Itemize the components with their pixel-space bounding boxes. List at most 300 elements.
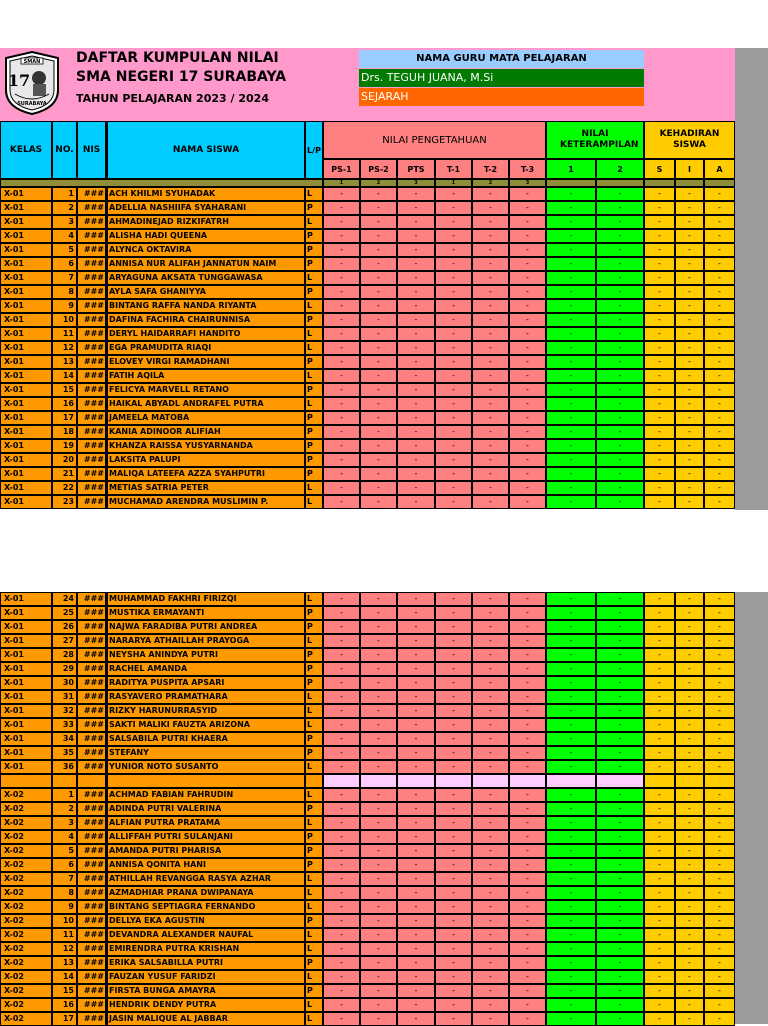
cell-nilai[interactable]: -: [472, 215, 509, 229]
cell-kehadiran[interactable]: -: [675, 467, 704, 481]
cell-kehadiran[interactable]: -: [704, 229, 735, 243]
cell-nilai[interactable]: -: [323, 634, 360, 648]
cell-keterampilan[interactable]: -: [546, 760, 596, 774]
cell-nis[interactable]: ###: [77, 620, 106, 634]
cell-keterampilan[interactable]: -: [546, 341, 596, 355]
cell-nilai[interactable]: -: [397, 872, 435, 886]
cell-keterampilan[interactable]: -: [596, 229, 644, 243]
cell-kehadiran[interactable]: -: [675, 634, 704, 648]
cell-kehadiran[interactable]: -: [644, 844, 675, 858]
cell-kehadiran[interactable]: -: [704, 928, 735, 942]
cell-keterampilan[interactable]: -: [596, 816, 644, 830]
cell-kehadiran[interactable]: -: [675, 830, 704, 844]
cell-nis[interactable]: ###: [77, 327, 106, 341]
cell-nilai[interactable]: -: [435, 858, 472, 872]
cell-nilai[interactable]: -: [509, 816, 546, 830]
cell-nilai[interactable]: -: [472, 662, 509, 676]
cell-nis[interactable]: ###: [77, 201, 106, 215]
cell-nama[interactable]: ACHMAD FABIAN FAHRUDIN: [106, 788, 305, 802]
cell-lp[interactable]: L: [305, 998, 323, 1012]
cell-nilai[interactable]: -: [360, 788, 397, 802]
cell-nilai[interactable]: -: [360, 467, 397, 481]
cell-nilai[interactable]: -: [435, 760, 472, 774]
cell-nilai[interactable]: -: [435, 467, 472, 481]
cell-nis[interactable]: ###: [77, 844, 106, 858]
cell-lp[interactable]: L: [305, 215, 323, 229]
cell-kehadiran[interactable]: -: [704, 243, 735, 257]
cell-kehadiran[interactable]: -: [704, 704, 735, 718]
cell-keterampilan[interactable]: -: [546, 746, 596, 760]
cell-nilai[interactable]: -: [360, 718, 397, 732]
cell-kehadiran[interactable]: -: [644, 369, 675, 383]
cell-nilai[interactable]: -: [397, 942, 435, 956]
cell-nilai[interactable]: -: [435, 257, 472, 271]
cell-keterampilan[interactable]: -: [546, 998, 596, 1012]
cell-nilai[interactable]: -: [435, 299, 472, 313]
cell-nilai[interactable]: -: [509, 425, 546, 439]
cell-nilai[interactable]: -: [435, 998, 472, 1012]
cell-kehadiran[interactable]: -: [644, 928, 675, 942]
cell-nilai[interactable]: -: [323, 620, 360, 634]
cell-kehadiran[interactable]: -: [644, 914, 675, 928]
cell-nilai[interactable]: -: [435, 313, 472, 327]
cell-nilai[interactable]: -: [435, 704, 472, 718]
cell-nilai[interactable]: -: [397, 369, 435, 383]
cell-no[interactable]: 30: [52, 676, 77, 690]
cell-lp[interactable]: L: [305, 299, 323, 313]
cell-nilai[interactable]: -: [509, 467, 546, 481]
cell-kehadiran[interactable]: -: [704, 746, 735, 760]
cell-kehadiran[interactable]: -: [675, 788, 704, 802]
cell-kehadiran[interactable]: -: [704, 453, 735, 467]
cell-no[interactable]: 5: [52, 243, 77, 257]
cell-nilai[interactable]: -: [509, 299, 546, 313]
cell-keterampilan[interactable]: -: [546, 886, 596, 900]
cell-keterampilan[interactable]: -: [546, 201, 596, 215]
cell-keterampilan[interactable]: -: [596, 956, 644, 970]
cell-kehadiran[interactable]: -: [675, 816, 704, 830]
cell-nilai[interactable]: -: [509, 928, 546, 942]
cell-nama[interactable]: DEVANDRA ALEXANDER NAUFAL: [106, 928, 305, 942]
cell-nis[interactable]: ###: [77, 439, 106, 453]
cell-kelas[interactable]: X-02: [0, 984, 52, 998]
cell-no[interactable]: 24: [52, 592, 77, 606]
cell-kehadiran[interactable]: -: [675, 984, 704, 998]
cell-nilai[interactable]: -: [472, 816, 509, 830]
cell-nilai[interactable]: -: [435, 970, 472, 984]
cell-nis[interactable]: ###: [77, 830, 106, 844]
cell-keterampilan[interactable]: -: [546, 257, 596, 271]
cell-kehadiran[interactable]: -: [704, 215, 735, 229]
cell-keterampilan[interactable]: -: [596, 327, 644, 341]
cell-kehadiran[interactable]: -: [704, 886, 735, 900]
cell-kehadiran[interactable]: -: [704, 313, 735, 327]
cell-keterampilan[interactable]: -: [546, 802, 596, 816]
cell-nilai[interactable]: -: [397, 271, 435, 285]
cell-kelas[interactable]: X-01: [0, 397, 52, 411]
cell-separator[interactable]: [397, 774, 435, 788]
cell-nis[interactable]: ###: [77, 369, 106, 383]
cell-nilai[interactable]: -: [472, 355, 509, 369]
cell-lp[interactable]: L: [305, 886, 323, 900]
cell-kehadiran[interactable]: -: [675, 299, 704, 313]
cell-kelas[interactable]: X-02: [0, 942, 52, 956]
cell-nilai[interactable]: -: [397, 411, 435, 425]
cell-nilai[interactable]: -: [472, 844, 509, 858]
cell-no[interactable]: 28: [52, 648, 77, 662]
cell-kelas[interactable]: X-01: [0, 201, 52, 215]
cell-kehadiran[interactable]: -: [675, 383, 704, 397]
cell-kehadiran[interactable]: -: [644, 634, 675, 648]
cell-lp[interactable]: P: [305, 606, 323, 620]
cell-kehadiran[interactable]: -: [675, 900, 704, 914]
cell-nilai[interactable]: -: [472, 620, 509, 634]
cell-nilai[interactable]: -: [397, 215, 435, 229]
cell-nilai[interactable]: -: [509, 956, 546, 970]
cell-keterampilan[interactable]: -: [596, 425, 644, 439]
cell-nis[interactable]: ###: [77, 970, 106, 984]
cell-nilai[interactable]: -: [509, 327, 546, 341]
cell-kelas[interactable]: X-01: [0, 425, 52, 439]
cell-nilai[interactable]: -: [397, 592, 435, 606]
cell-nilai[interactable]: -: [472, 704, 509, 718]
cell-nilai[interactable]: -: [397, 313, 435, 327]
cell-nilai[interactable]: -: [360, 229, 397, 243]
cell-nama[interactable]: EGA PRAMUDITA RIAQI: [106, 341, 305, 355]
cell-lp[interactable]: P: [305, 229, 323, 243]
cell-lp[interactable]: P: [305, 453, 323, 467]
cell-nilai[interactable]: -: [323, 313, 360, 327]
cell-nilai[interactable]: -: [509, 592, 546, 606]
cell-lp[interactable]: P: [305, 383, 323, 397]
cell-kehadiran[interactable]: -: [644, 900, 675, 914]
cell-kehadiran[interactable]: -: [644, 285, 675, 299]
subject-cell[interactable]: SEJARAH: [359, 88, 644, 106]
cell-nilai[interactable]: -: [509, 788, 546, 802]
cell-nilai[interactable]: -: [397, 201, 435, 215]
cell-nilai[interactable]: -: [435, 1012, 472, 1026]
cell-nilai[interactable]: -: [360, 481, 397, 495]
cell-keterampilan[interactable]: -: [546, 285, 596, 299]
cell-keterampilan[interactable]: -: [596, 858, 644, 872]
cell-nilai[interactable]: -: [509, 285, 546, 299]
cell-no[interactable]: 2: [52, 201, 77, 215]
cell-kehadiran[interactable]: -: [644, 998, 675, 1012]
cell-nama[interactable]: ALYNCA OKTAVIRA: [106, 243, 305, 257]
cell-nilai[interactable]: -: [472, 327, 509, 341]
cell-nilai[interactable]: -: [397, 676, 435, 690]
cell-kehadiran[interactable]: -: [675, 886, 704, 900]
cell-nama[interactable]: KANIA ADINOOR ALIFIAH: [106, 425, 305, 439]
cell-nilai[interactable]: -: [509, 998, 546, 1012]
cell-nilai[interactable]: -: [323, 215, 360, 229]
cell-kehadiran[interactable]: -: [675, 718, 704, 732]
cell-nilai[interactable]: -: [397, 886, 435, 900]
cell-lp[interactable]: P: [305, 746, 323, 760]
cell-keterampilan[interactable]: -: [546, 229, 596, 243]
cell-kelas[interactable]: X-01: [0, 313, 52, 327]
cell-nilai[interactable]: -: [397, 802, 435, 816]
cell-lp[interactable]: L: [305, 872, 323, 886]
cell-keterampilan[interactable]: -: [596, 998, 644, 1012]
cell-kehadiran[interactable]: -: [675, 257, 704, 271]
cell-keterampilan[interactable]: -: [546, 271, 596, 285]
cell-kehadiran[interactable]: -: [704, 648, 735, 662]
cell-nilai[interactable]: -: [472, 425, 509, 439]
cell-nama[interactable]: ALLIFFAH PUTRI SULANJANI: [106, 830, 305, 844]
cell-nilai[interactable]: -: [360, 313, 397, 327]
cell-nis[interactable]: ###: [77, 453, 106, 467]
cell-keterampilan[interactable]: -: [546, 928, 596, 942]
cell-nilai[interactable]: -: [323, 285, 360, 299]
cell-nama[interactable]: JASIN MALIQUE AL JABBAR: [106, 1012, 305, 1026]
cell-no[interactable]: 13: [52, 956, 77, 970]
cell-nis[interactable]: ###: [77, 187, 106, 201]
cell-kehadiran[interactable]: -: [675, 271, 704, 285]
cell-nilai[interactable]: -: [360, 439, 397, 453]
cell-nama[interactable]: FATIH AQILA: [106, 369, 305, 383]
cell-nilai[interactable]: -: [472, 942, 509, 956]
cell-no[interactable]: 23: [52, 495, 77, 509]
cell-kehadiran[interactable]: -: [704, 676, 735, 690]
cell-keterampilan[interactable]: -: [546, 858, 596, 872]
cell-keterampilan[interactable]: -: [546, 313, 596, 327]
cell-lp[interactable]: L: [305, 900, 323, 914]
cell-nilai[interactable]: -: [435, 788, 472, 802]
cell-kelas[interactable]: X-01: [0, 271, 52, 285]
cell-lp[interactable]: L: [305, 187, 323, 201]
cell-kehadiran[interactable]: -: [675, 355, 704, 369]
cell-nama[interactable]: RASYAVERO PRAMATHARA: [106, 690, 305, 704]
cell-no[interactable]: 27: [52, 634, 77, 648]
cell-kehadiran[interactable]: -: [675, 732, 704, 746]
cell-kehadiran[interactable]: -: [644, 271, 675, 285]
cell-nilai[interactable]: -: [509, 704, 546, 718]
cell-keterampilan[interactable]: -: [596, 201, 644, 215]
cell-nilai[interactable]: -: [360, 858, 397, 872]
cell-kehadiran[interactable]: -: [704, 956, 735, 970]
cell-nama[interactable]: LAKSITA PALUPI: [106, 453, 305, 467]
cell-nilai[interactable]: -: [397, 243, 435, 257]
cell-nis[interactable]: ###: [77, 592, 106, 606]
cell-keterampilan[interactable]: -: [596, 285, 644, 299]
cell-nilai[interactable]: -: [397, 355, 435, 369]
cell-nis[interactable]: ###: [77, 998, 106, 1012]
cell-kehadiran[interactable]: -: [675, 397, 704, 411]
cell-kehadiran[interactable]: -: [644, 788, 675, 802]
cell-nilai[interactable]: -: [435, 956, 472, 970]
cell-lp[interactable]: L: [305, 928, 323, 942]
cell-nilai[interactable]: -: [323, 886, 360, 900]
cell-keterampilan[interactable]: -: [546, 830, 596, 844]
cell-kehadiran[interactable]: -: [675, 341, 704, 355]
cell-keterampilan[interactable]: -: [546, 606, 596, 620]
cell-nilai[interactable]: -: [360, 369, 397, 383]
cell-nilai[interactable]: -: [509, 397, 546, 411]
cell-nis[interactable]: ###: [77, 397, 106, 411]
cell-nama[interactable]: NARARYA ATHAILLAH PRAYOGA: [106, 634, 305, 648]
cell-nilai[interactable]: -: [435, 271, 472, 285]
cell-kelas[interactable]: X-01: [0, 285, 52, 299]
cell-nis[interactable]: ###: [77, 956, 106, 970]
cell-lp[interactable]: P: [305, 956, 323, 970]
cell-kehadiran[interactable]: -: [704, 872, 735, 886]
cell-nilai[interactable]: -: [509, 746, 546, 760]
cell-kehadiran[interactable]: -: [675, 425, 704, 439]
cell-nilai[interactable]: -: [397, 900, 435, 914]
cell-nilai[interactable]: -: [435, 606, 472, 620]
cell-lp[interactable]: P: [305, 285, 323, 299]
cell-keterampilan[interactable]: -: [596, 732, 644, 746]
cell-kehadiran[interactable]: -: [675, 760, 704, 774]
cell-nis[interactable]: [77, 774, 106, 788]
cell-lp[interactable]: L: [305, 788, 323, 802]
cell-nama[interactable]: EMIRENDRA PUTRA KRISHAN: [106, 942, 305, 956]
cell-nilai[interactable]: -: [360, 606, 397, 620]
cell-nilai[interactable]: -: [435, 900, 472, 914]
cell-keterampilan[interactable]: -: [596, 592, 644, 606]
cell-nama[interactable]: SAKTI MALIKI FAUZTA ARIZONA: [106, 718, 305, 732]
cell-nis[interactable]: ###: [77, 942, 106, 956]
cell-no[interactable]: 7: [52, 271, 77, 285]
cell-nilai[interactable]: -: [323, 606, 360, 620]
cell-lp[interactable]: L: [305, 634, 323, 648]
cell-kehadiran[interactable]: -: [675, 592, 704, 606]
cell-nilai[interactable]: -: [472, 802, 509, 816]
cell-separator[interactable]: [704, 774, 735, 788]
cell-nilai[interactable]: -: [397, 718, 435, 732]
cell-nilai[interactable]: -: [397, 620, 435, 634]
cell-nilai[interactable]: -: [360, 704, 397, 718]
cell-lp[interactable]: L: [305, 271, 323, 285]
cell-nilai[interactable]: -: [397, 662, 435, 676]
cell-lp[interactable]: L: [305, 704, 323, 718]
cell-nilai[interactable]: -: [472, 257, 509, 271]
cell-nis[interactable]: ###: [77, 425, 106, 439]
cell-nilai[interactable]: -: [360, 495, 397, 509]
cell-nis[interactable]: ###: [77, 243, 106, 257]
cell-nilai[interactable]: -: [323, 411, 360, 425]
cell-keterampilan[interactable]: -: [546, 453, 596, 467]
cell-kehadiran[interactable]: -: [675, 285, 704, 299]
cell-nis[interactable]: ###: [77, 383, 106, 397]
cell-nilai[interactable]: -: [509, 914, 546, 928]
cell-lp[interactable]: P: [305, 662, 323, 676]
cell-kehadiran[interactable]: -: [644, 439, 675, 453]
cell-nilai[interactable]: -: [472, 830, 509, 844]
cell-kehadiran[interactable]: -: [675, 956, 704, 970]
cell-nilai[interactable]: -: [435, 802, 472, 816]
cell-kelas[interactable]: X-01: [0, 327, 52, 341]
cell-nilai[interactable]: -: [435, 984, 472, 998]
cell-lp[interactable]: P: [305, 914, 323, 928]
cell-lp[interactable]: P: [305, 676, 323, 690]
cell-nilai[interactable]: -: [360, 271, 397, 285]
cell-kelas[interactable]: X-01: [0, 662, 52, 676]
cell-no[interactable]: 14: [52, 369, 77, 383]
cell-nis[interactable]: ###: [77, 718, 106, 732]
cell-kehadiran[interactable]: -: [675, 676, 704, 690]
cell-nis[interactable]: ###: [77, 229, 106, 243]
cell-nilai[interactable]: -: [472, 299, 509, 313]
cell-nama[interactable]: SALSABILA PUTRI KHAERA: [106, 732, 305, 746]
cell-nilai[interactable]: -: [435, 481, 472, 495]
cell-nis[interactable]: ###: [77, 271, 106, 285]
cell-nama[interactable]: ANNISA NUR ALIFAH JANNATUN NAIM: [106, 257, 305, 271]
cell-kelas[interactable]: X-01: [0, 453, 52, 467]
cell-no[interactable]: 14: [52, 970, 77, 984]
cell-no[interactable]: 20: [52, 453, 77, 467]
cell-keterampilan[interactable]: -: [596, 481, 644, 495]
cell-keterampilan[interactable]: -: [546, 704, 596, 718]
cell-separator[interactable]: [596, 774, 644, 788]
cell-nama[interactable]: ERIKA SALSABILLA PUTRI: [106, 956, 305, 970]
cell-nilai[interactable]: -: [435, 215, 472, 229]
cell-keterampilan[interactable]: -: [546, 243, 596, 257]
cell-no[interactable]: 10: [52, 914, 77, 928]
cell-nilai[interactable]: -: [397, 858, 435, 872]
cell-nis[interactable]: ###: [77, 411, 106, 425]
cell-nilai[interactable]: -: [323, 439, 360, 453]
cell-nilai[interactable]: -: [472, 341, 509, 355]
cell-kehadiran[interactable]: -: [644, 718, 675, 732]
cell-no[interactable]: 11: [52, 327, 77, 341]
cell-no[interactable]: 32: [52, 704, 77, 718]
cell-nilai[interactable]: -: [323, 802, 360, 816]
cell-nilai[interactable]: -: [435, 397, 472, 411]
cell-keterampilan[interactable]: -: [546, 620, 596, 634]
cell-nilai[interactable]: -: [435, 453, 472, 467]
cell-nilai[interactable]: -: [360, 299, 397, 313]
cell-nilai[interactable]: -: [360, 802, 397, 816]
cell-keterampilan[interactable]: -: [546, 397, 596, 411]
cell-kehadiran[interactable]: -: [704, 690, 735, 704]
cell-keterampilan[interactable]: -: [596, 676, 644, 690]
cell-nilai[interactable]: -: [397, 453, 435, 467]
cell-nilai[interactable]: -: [509, 690, 546, 704]
cell-nama[interactable]: AMANDA PUTRI PHARISA: [106, 844, 305, 858]
cell-nilai[interactable]: -: [397, 844, 435, 858]
cell-nilai[interactable]: -: [323, 662, 360, 676]
cell-kehadiran[interactable]: -: [675, 327, 704, 341]
cell-kelas[interactable]: X-02: [0, 914, 52, 928]
cell-kehadiran[interactable]: -: [675, 662, 704, 676]
cell-kelas[interactable]: X-01: [0, 592, 52, 606]
cell-kelas[interactable]: X-02: [0, 802, 52, 816]
cell-no[interactable]: 22: [52, 481, 77, 495]
cell-lp[interactable]: L: [305, 760, 323, 774]
cell-kehadiran[interactable]: -: [675, 229, 704, 243]
cell-kehadiran[interactable]: -: [644, 606, 675, 620]
cell-kelas[interactable]: X-02: [0, 900, 52, 914]
cell-nilai[interactable]: -: [323, 1012, 360, 1026]
cell-nilai[interactable]: -: [360, 285, 397, 299]
cell-keterampilan[interactable]: -: [596, 914, 644, 928]
cell-separator[interactable]: [675, 774, 704, 788]
cell-kehadiran[interactable]: -: [644, 257, 675, 271]
cell-keterampilan[interactable]: -: [596, 1012, 644, 1026]
cell-nama[interactable]: ANNISA QONITA HANI: [106, 858, 305, 872]
cell-keterampilan[interactable]: -: [596, 648, 644, 662]
cell-nilai[interactable]: -: [472, 970, 509, 984]
cell-nilai[interactable]: -: [360, 327, 397, 341]
cell-nilai[interactable]: -: [360, 634, 397, 648]
cell-nilai[interactable]: -: [323, 397, 360, 411]
cell-no[interactable]: 17: [52, 1012, 77, 1026]
cell-nama[interactable]: ALISHA HADI QUEENA: [106, 229, 305, 243]
cell-kelas[interactable]: X-01: [0, 634, 52, 648]
cell-nilai[interactable]: -: [397, 690, 435, 704]
